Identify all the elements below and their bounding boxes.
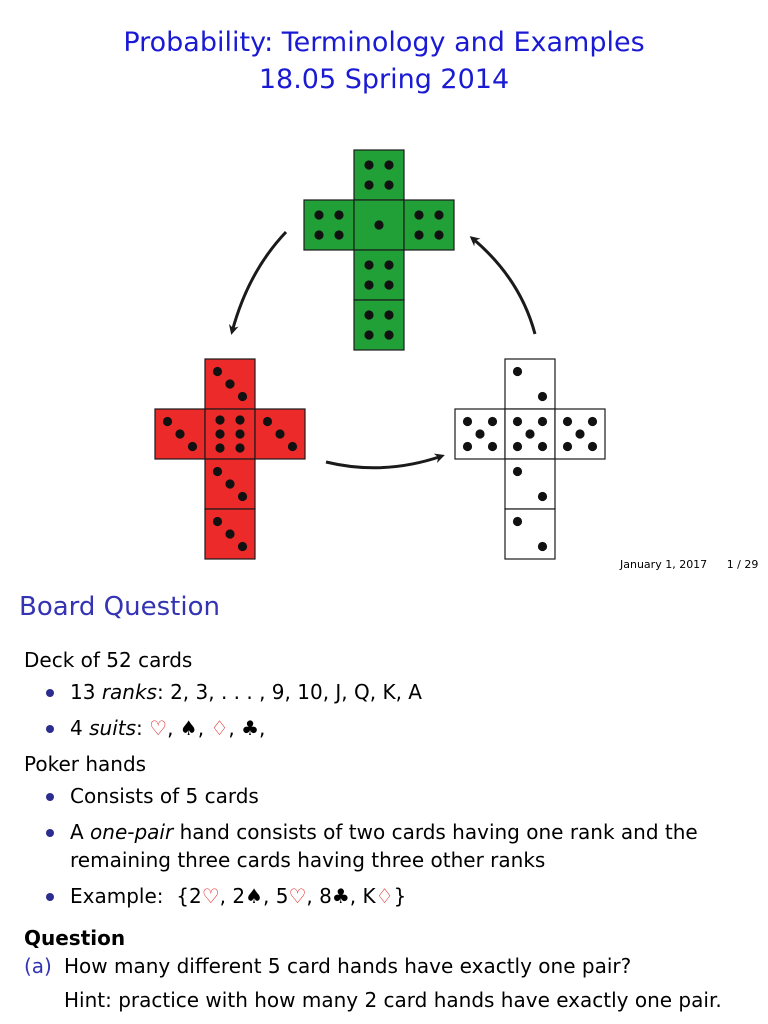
example-open: {2 xyxy=(176,884,202,908)
die-pip xyxy=(238,392,247,401)
die-face-top xyxy=(354,150,404,200)
section-title: Board Question xyxy=(19,592,220,622)
die-pip xyxy=(213,367,222,376)
spade-suit-icon: ♠ xyxy=(245,884,264,908)
suits-count: 4 xyxy=(70,716,83,740)
die-pip xyxy=(188,442,197,451)
diamond-suit-icon: ♢ xyxy=(375,884,394,908)
die-pip xyxy=(513,467,522,476)
white-die-net xyxy=(455,359,605,559)
die-face-top xyxy=(505,359,555,409)
die-face-right xyxy=(404,200,454,250)
die-pip xyxy=(563,442,572,451)
die-pip xyxy=(588,417,597,426)
ranks-count: 13 xyxy=(70,680,96,704)
die-pip xyxy=(175,429,184,438)
die-pip xyxy=(538,442,547,451)
die-pip xyxy=(384,310,393,319)
die-face-below1 xyxy=(505,459,555,509)
die-pip xyxy=(213,517,222,526)
one-pair-term: one-pair xyxy=(90,820,174,844)
course-subtitle: 18.05 Spring 2014 xyxy=(258,64,510,95)
die-pip xyxy=(334,210,343,219)
die-pip xyxy=(364,310,373,319)
die-pip xyxy=(225,379,234,388)
heart-suit-icon: ♡ xyxy=(288,884,307,908)
slide-footer xyxy=(620,558,758,571)
consists-text: Consists of 5 cards xyxy=(70,784,259,808)
die-pip xyxy=(364,160,373,169)
die-pip xyxy=(374,220,383,229)
question-hint: Hint: practice with how many 2 card hands have exactly one pair. xyxy=(64,988,722,1012)
die-pip xyxy=(513,517,522,526)
die-pip xyxy=(563,417,572,426)
die-pip xyxy=(384,330,393,339)
die-pip xyxy=(364,330,373,339)
bullet-icon xyxy=(46,689,54,697)
die-pip xyxy=(215,443,224,452)
die-pip xyxy=(525,429,534,438)
die-pip xyxy=(238,492,247,501)
club-suit-icon: ♣ xyxy=(331,884,350,908)
arrow-white-to-green xyxy=(472,238,535,334)
heart-suit-icon: ♡ xyxy=(149,716,168,740)
ranks-word: ranks xyxy=(101,680,157,704)
example-card: , 8 xyxy=(306,884,332,908)
ranks-item xyxy=(24,678,754,706)
die-pip xyxy=(215,429,224,438)
die-pip xyxy=(225,479,234,488)
die-pip xyxy=(434,210,443,219)
club-suit-icon: ♣ xyxy=(241,716,260,740)
deck-list xyxy=(24,678,754,742)
example-card: , 5 xyxy=(263,884,289,908)
die-face-below2 xyxy=(354,300,404,350)
one-pair-definition: hand consists of two cards having one rank and the remaining three cards having three other ranks xyxy=(70,820,698,872)
arrow-red-to-white xyxy=(326,456,442,468)
deck-line: Deck of 52 cards xyxy=(24,648,193,672)
die-pip xyxy=(334,230,343,239)
suits-item: 4 suits: ♡, ♠, ♢, ♣, xyxy=(24,714,754,742)
question-a-letter: (a) xyxy=(24,954,52,978)
example-item xyxy=(24,882,754,910)
die-pip xyxy=(538,492,547,501)
die-pip xyxy=(238,542,247,551)
die-pip xyxy=(235,429,244,438)
red-die-net xyxy=(155,359,305,559)
die-pip xyxy=(513,417,522,426)
die-face-center xyxy=(205,409,255,459)
bullet-icon xyxy=(46,829,54,837)
spade-suit-icon: ♠ xyxy=(179,716,198,740)
footer-date: January 1, 2017 xyxy=(620,558,708,571)
bullet-icon xyxy=(46,793,54,801)
die-pip xyxy=(538,392,547,401)
die-face-below2 xyxy=(505,509,555,559)
die-pip xyxy=(263,417,272,426)
die-face-left xyxy=(304,200,354,250)
die-pip xyxy=(538,542,547,551)
die-pip xyxy=(235,443,244,452)
die-pip xyxy=(414,230,423,239)
die-pip xyxy=(163,417,172,426)
slide-content xyxy=(24,646,754,1014)
green-die-net xyxy=(304,150,454,350)
arrow-green-to-red xyxy=(232,232,286,332)
die-pip xyxy=(538,417,547,426)
one-pair-item xyxy=(24,818,754,874)
one-pair-article: A xyxy=(70,820,84,844)
heart-suit-icon: ♡ xyxy=(201,884,220,908)
die-pip xyxy=(384,280,393,289)
die-pip xyxy=(384,160,393,169)
die-face-below1 xyxy=(354,250,404,300)
die-pip xyxy=(414,210,423,219)
example-card: , K xyxy=(349,884,376,908)
bullet-icon xyxy=(46,893,54,901)
die-pip xyxy=(364,260,373,269)
die-pip xyxy=(275,429,284,438)
die-pip xyxy=(288,442,297,451)
suits-word: suits xyxy=(89,716,137,740)
poker-line: Poker hands xyxy=(24,752,147,776)
die-pip xyxy=(463,442,472,451)
example-close: } xyxy=(393,884,407,908)
die-pip xyxy=(213,467,222,476)
die-pip xyxy=(475,429,484,438)
poker-list xyxy=(24,782,754,910)
slide-title: Probability: Terminology and Examples xyxy=(123,27,645,58)
footer-page-number: 1 / 29 xyxy=(726,558,759,571)
consists-item xyxy=(24,782,754,810)
die-pip xyxy=(364,280,373,289)
ranks-list: : 2, 3, . . . , 9, 10, J, Q, K, A xyxy=(156,680,422,704)
die-pip xyxy=(513,367,522,376)
die-pip xyxy=(588,442,597,451)
die-pip xyxy=(384,180,393,189)
example-card: , 2 xyxy=(219,884,246,908)
die-pip xyxy=(488,442,497,451)
die-pip xyxy=(575,429,584,438)
bullet-icon xyxy=(46,725,54,733)
example-label: Example: xyxy=(70,884,164,908)
die-pip xyxy=(434,230,443,239)
die-pip xyxy=(215,415,224,424)
die-pip xyxy=(513,442,522,451)
diamond-suit-icon: ♢ xyxy=(210,716,229,740)
die-pip xyxy=(364,180,373,189)
question-a-text: How many different 5 card hands have exactly one pair? xyxy=(64,954,632,978)
die-pip xyxy=(314,230,323,239)
die-pip xyxy=(488,417,497,426)
die-pip xyxy=(384,260,393,269)
question-label: Question xyxy=(24,926,126,950)
die-pip xyxy=(225,529,234,538)
die-pip xyxy=(235,415,244,424)
die-pip xyxy=(314,210,323,219)
question-a xyxy=(24,952,754,980)
die-pip xyxy=(463,417,472,426)
